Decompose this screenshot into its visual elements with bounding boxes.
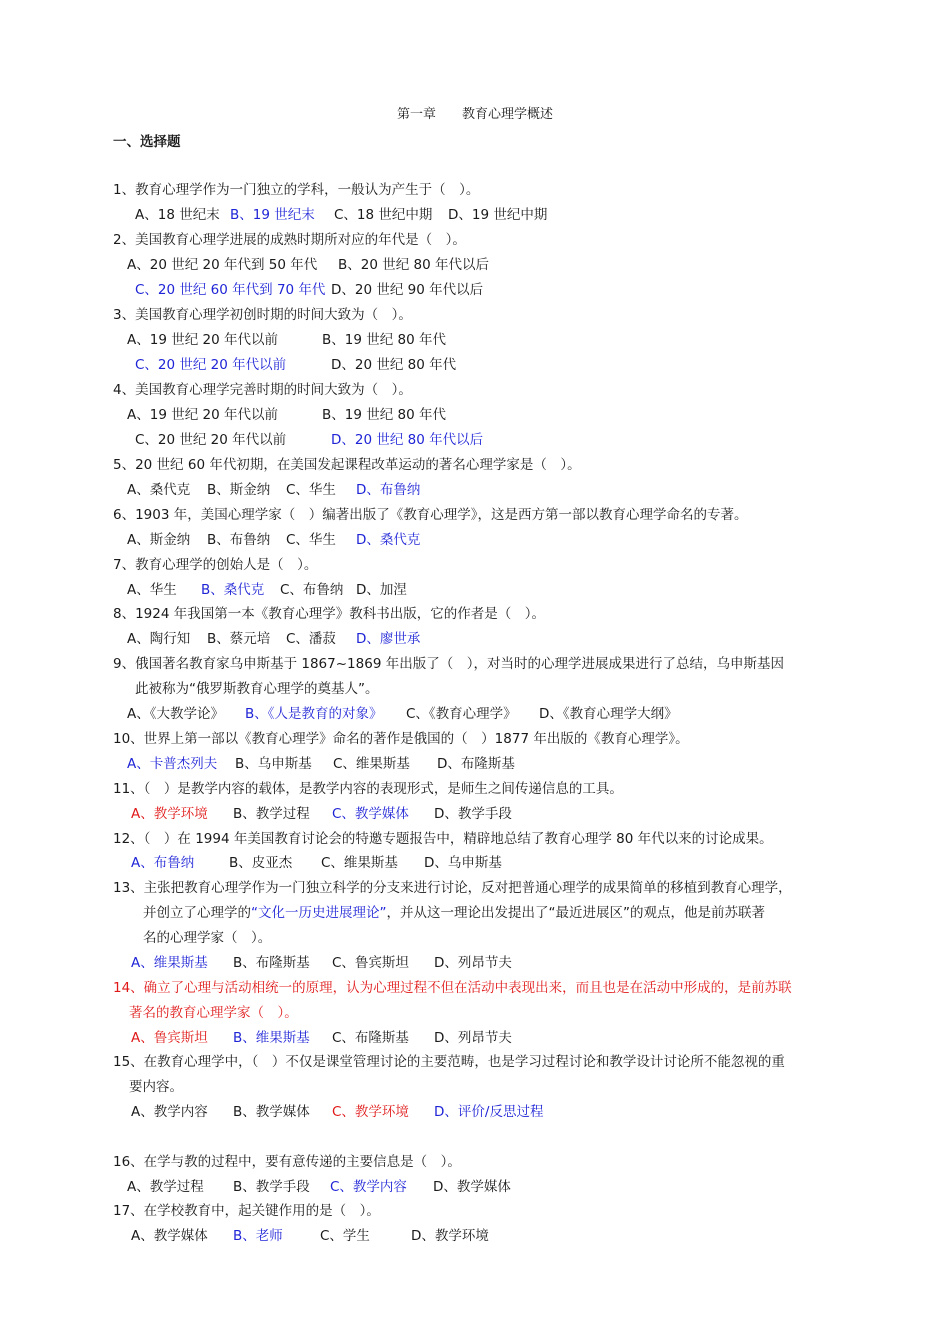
answer-option: C、鲁宾斯坦: [332, 955, 409, 971]
answer-option: B、19 世纪 80 年代: [322, 332, 446, 348]
question-text: 8、1924 年我国第一本《教育心理学》教科书出版，它的作者是（ ）。: [113, 606, 545, 622]
question-text: [143, 903, 765, 923]
answer-option: B、乌申斯基: [235, 756, 312, 772]
question-text: 7、教育心理学的创始人是（ ）。: [113, 557, 318, 573]
answer-option: A、19 世纪 20 年代以前: [127, 332, 278, 348]
answer-option: B、蔡元培: [207, 631, 271, 647]
question-text: 此被称为“俄罗斯教育心理学的奠基人”。: [135, 681, 379, 697]
answer-option: A、华生: [127, 582, 177, 598]
answer-option: A、20 世纪 20 年代到 50 年代: [127, 257, 318, 273]
answer-option: C、20 世纪 60 年代到 70 年代: [135, 282, 326, 298]
answer-option: B、《人是教育的对象》: [245, 706, 383, 722]
answer-option: C、18 世纪中期: [334, 207, 433, 223]
answer-option: D、廖世承: [356, 631, 421, 647]
answer-option: C、维果斯基: [333, 756, 410, 772]
answer-option: D、评价/反思过程: [434, 1104, 544, 1120]
question-text: 14、确立了心理与活动相统一的原理，认为心理过程不但在活动中表现出来，而且也是在活动中形成的，是前苏联: [113, 980, 792, 996]
answer-option: C、学生: [320, 1228, 370, 1244]
question-text: 9、俄国著名教育家乌申斯基于 1867~1869 年出版了（ ），对当时的心理学进展成果进行了总结，乌申斯基因: [113, 656, 784, 672]
answer-option: A、卡普杰列夫: [127, 756, 218, 772]
chapter-heading: [0, 103, 950, 122]
answer-option: B、斯金纳: [207, 482, 271, 498]
answer-option: A、教学过程: [127, 1179, 204, 1195]
question-text: 10、世界上第一部以《教育心理学》命名的著作是俄国的（ ）1877 年出版的《教育心理学》。: [113, 731, 689, 747]
answer-option: B、19 世纪 80 年代: [322, 407, 446, 423]
question-text: 著名的教育心理学家（ ）。: [129, 1005, 298, 1021]
answer-option: C、《教育心理学》: [406, 706, 517, 722]
question-text-part: “文化一历史进展理论”: [251, 905, 387, 921]
answer-option: C、20 世纪 20 年代以前: [135, 432, 287, 448]
answer-option: D、列昂节夫: [434, 955, 512, 971]
answer-option: A、《大教学论》: [127, 706, 224, 722]
answer-option: A、鲁宾斯坦: [131, 1030, 208, 1046]
answer-option: D、20 世纪 80 年代以后: [331, 432, 484, 448]
answer-option: B、皮亚杰: [229, 855, 293, 871]
question-text-part: 并创立了心理学的: [143, 905, 251, 921]
answer-option: B、桑代克: [201, 582, 265, 598]
answer-option: D、布隆斯基: [437, 756, 515, 772]
answer-option: B、教学过程: [233, 806, 310, 822]
question-text-part: ，并从这一理论出发提出了“最近进展区”的观点，他是前苏联著: [386, 905, 765, 921]
answer-option: D、《教育心理学大纲》: [539, 706, 678, 722]
answer-option: B、布隆斯基: [233, 955, 310, 971]
answer-option: D、加涅: [356, 582, 407, 598]
answer-option: C、华生: [286, 532, 336, 548]
answer-option: A、维果斯基: [131, 955, 208, 971]
answer-option: C、维果斯基: [321, 855, 398, 871]
answer-option: A、教学环境: [131, 806, 208, 822]
question-text: 13、主张把教育心理学作为一门独立科学的分支来进行讨论，反对把普通心理学的成果简单的移植到教育心理学，: [113, 880, 792, 896]
answer-option: C、教学媒体: [332, 806, 409, 822]
answer-option: C、教学环境: [332, 1104, 409, 1120]
answer-option: C、布鲁纳: [280, 582, 344, 598]
section-heading: 一、选择题: [113, 134, 181, 150]
question-text: 5、20 世纪 60 年代初期，在美国发起课程改革运动的著名心理学家是（ ）。: [113, 457, 581, 473]
answer-option: B、布鲁纳: [207, 532, 271, 548]
chapter-title: 教育心理学概述: [462, 107, 554, 122]
answer-option: A、布鲁纳: [131, 855, 195, 871]
question-text: 16、在学与教的过程中，要有意传递的主要信息是（ ）。: [113, 1154, 461, 1170]
answer-option: D、20 世纪 80 年代: [331, 357, 457, 373]
answer-option: D、乌申斯基: [424, 855, 502, 871]
answer-option: A、教学媒体: [131, 1228, 208, 1244]
answer-option: D、20 世纪 90 年代以后: [331, 282, 484, 298]
question-text: 名的心理学家（ ）。: [143, 930, 272, 946]
question-text: 2、美国教育心理学进展的成熟时期所对应的年代是（ ）。: [113, 232, 466, 248]
answer-option: B、教学媒体: [233, 1104, 310, 1120]
question-text: 要内容。: [129, 1079, 183, 1095]
answer-option: D、列昂节夫: [434, 1030, 512, 1046]
answer-option: D、教学媒体: [433, 1179, 511, 1195]
answer-option: A、斯金纳: [127, 532, 191, 548]
answer-option: D、桑代克: [356, 532, 421, 548]
question-text: 15、在教育心理学中，（ ）不仅是课堂管理讨论的主要范畴，也是学习过程讨论和教学设计讨论所不能忽视的重: [113, 1054, 785, 1070]
answer-option: D、布鲁纳: [356, 482, 421, 498]
answer-option: C、20 世纪 20 年代以前: [135, 357, 287, 373]
answer-option: B、老师: [233, 1228, 283, 1244]
answer-option: C、布隆斯基: [332, 1030, 409, 1046]
answer-option: C、潘菽: [286, 631, 336, 647]
question-text: 11、（ ）是教学内容的载体，是教学内容的表现形式，是师生之间传递信息的工具。: [113, 781, 623, 797]
answer-option: A、桑代克: [127, 482, 191, 498]
answer-option: B、维果斯基: [233, 1030, 310, 1046]
answer-option: C、教学内容: [330, 1179, 407, 1195]
question-text: 6、1903 年，美国心理学家（ ）编著出版了《教育心理学》，这是西方第一部以教育心理学命名的专著。: [113, 507, 748, 523]
question-text: 12、（ ）在 1994 年美国教育讨论会的特邀专题报告中，精辟地总结了教育心理学 80 年代以来的讨论成果。: [113, 831, 773, 847]
answer-option: A、教学内容: [131, 1104, 208, 1120]
answer-option: A、18 世纪末: [135, 207, 220, 223]
question-text: 17、在学校教育中，起关键作用的是（ ）。: [113, 1203, 380, 1219]
question-text: 1、教育心理学作为一门独立的学科，一般认为产生于（ ）。: [113, 182, 480, 198]
answer-option: C、华生: [286, 482, 336, 498]
chapter-number: 第一章: [396, 107, 436, 122]
answer-option: B、20 世纪 80 年代以后: [338, 257, 489, 273]
answer-option: A、19 世纪 20 年代以前: [127, 407, 278, 423]
answer-option: D、19 世纪中期: [448, 207, 548, 223]
answer-option: B、教学手段: [233, 1179, 310, 1195]
question-text: 3、美国教育心理学初创时期的时间大致为（ ）。: [113, 307, 412, 323]
answer-option: A、陶行知: [127, 631, 191, 647]
answer-option: D、教学手段: [434, 806, 512, 822]
answer-option: D、教学环境: [411, 1228, 489, 1244]
question-text: 4、美国教育心理学完善时期的时间大致为（ ）。: [113, 382, 412, 398]
answer-option: B、19 世纪末: [230, 207, 315, 223]
